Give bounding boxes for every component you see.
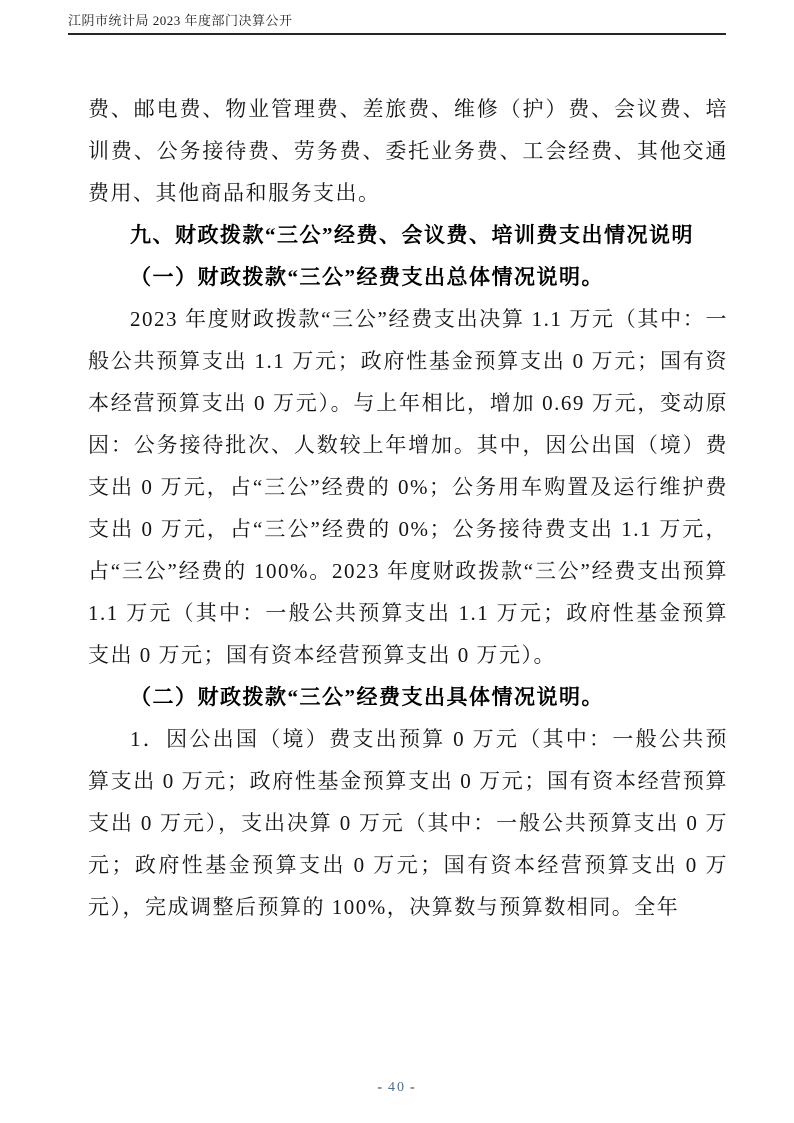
paragraph-overall-three-public-funds: 2023 年度财政拨款“三公”经费支出决算 1.1 万元（其中：一般公共预算支出 1.1 万元；政府性基金预算支出 0 万元；国有资本经营预算支出 0 万元）。与上年相比，增加 0.69 万元，变动原因：公务接待批次、人数较上年增加。其中，因公出国（境）费支出 0 万元，占“三公”经费的 0%；公务用车购置及运行维护费支出 0 万元，占“三公”经费的 0%；公务接待费支出 1.1 万元，占“三公”经费的 100%。2023 年度财政拨款“三公”经费支出预算 1.1 万元（其中：一般公共预算支出 1.1 万元；政府性基金预算支出 0 万元；国有资本经营预算支出 0 万元）。: [88, 307, 728, 667]
page-number-dash-left: -: [377, 1080, 384, 1095]
heading-section-nine: 九、财政拨款“三公”经费、会议费、培训费支出情况说明: [130, 223, 694, 247]
header-title: 江阴市统计局 2023 年度部门决算公开: [68, 13, 293, 28]
page-footer: [0, 1080, 794, 1096]
heading-subsection-two: （二）财政拨款“三公”经费支出具体情况说明。: [130, 685, 604, 709]
page-number: 40: [388, 1080, 406, 1095]
document-body: [88, 88, 728, 928]
paragraph-other-expense-items: 费、邮电费、物业管理费、差旅费、维修（护）费、会议费、培训费、公务接待费、劳务费、委托业务费、工会经费、其他交通费用、其他商品和服务支出。: [88, 97, 728, 205]
page-header: [68, 10, 726, 35]
paragraph-overseas-trip-expense: 1．因公出国（境）费支出预算 0 万元（其中：一般公共预算支出 0 万元；政府性基金预算支出 0 万元；国有资本经营预算支出 0 万元），支出决算 0 万元（其中：一般公共预算支出 0 万元；政府性基金预算支出 0 万元；国有资本经营预算支出 0 万元），完成调整后预算的 100%，决算数与预算数相同。全年: [88, 727, 728, 919]
page-number-dash-right: -: [410, 1080, 417, 1095]
heading-subsection-one: （一）财政拨款“三公”经费支出总体情况说明。: [130, 265, 604, 289]
